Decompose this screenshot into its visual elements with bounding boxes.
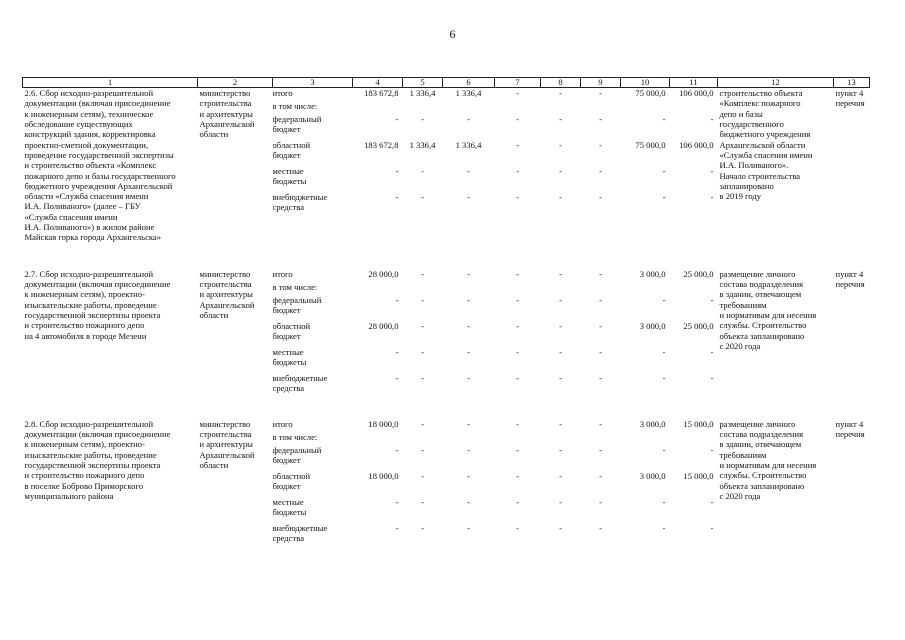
executor: министерство строительства и архитектуры Архангельской области bbox=[199, 88, 255, 140]
amount-value bbox=[670, 101, 718, 114]
expected-result: строительство объекта «Комплекс пожарного депо и базы государственного бюджетного учреждения Архангельской области «Служба спасения имени И.А. Поливаного». Начало строительства запланировано в 2019 году bbox=[719, 88, 813, 202]
column-number-row bbox=[23, 78, 870, 88]
amount-value: 3 000,0 bbox=[639, 418, 666, 429]
amount-value: - bbox=[467, 346, 470, 357]
amount-value: 25 000,0 bbox=[683, 320, 714, 331]
amount-value: 3 000,0 bbox=[639, 320, 666, 331]
column-header: 12 bbox=[718, 78, 834, 88]
amount-value bbox=[541, 101, 581, 114]
amount-value: - bbox=[421, 294, 424, 305]
amount-value: - bbox=[467, 268, 470, 279]
amount-value bbox=[541, 432, 581, 445]
amount-value: - bbox=[710, 496, 714, 507]
amount-column bbox=[443, 88, 495, 243]
amount-value: - bbox=[662, 192, 666, 202]
column-header: 11 bbox=[670, 78, 718, 88]
program-table bbox=[22, 77, 870, 549]
funding-source-label: областной бюджет bbox=[272, 320, 311, 341]
perechen-reference: пункт 4 перечня bbox=[835, 418, 865, 439]
amount-value: - bbox=[559, 192, 562, 202]
amount-value: - bbox=[467, 418, 470, 429]
amount-column bbox=[670, 419, 718, 549]
amount-value: 75 000,0 bbox=[635, 140, 666, 150]
amount-value: - bbox=[421, 166, 424, 176]
column-header: 13 bbox=[834, 78, 870, 88]
amount-value: - bbox=[559, 346, 562, 357]
amount-value bbox=[353, 432, 403, 445]
amount-column bbox=[403, 419, 443, 549]
amount-value: 15 000,0 bbox=[683, 418, 714, 429]
column-header: 2 bbox=[198, 78, 273, 88]
amount-value: - bbox=[395, 444, 399, 455]
amount-value: - bbox=[559, 496, 562, 507]
row-spacer bbox=[23, 399, 870, 419]
amount-value: 75 000,0 bbox=[635, 88, 666, 98]
amount-value: - bbox=[467, 372, 470, 383]
measure-name: 2.7. Сбор исходно-разрешительной документации (включая присоединение к инженерным сетям), проектно- изыскательские работы, проведение государственной экспертизы проекта и строительство пожарного депо на 4 автомобиля в городе Мезени bbox=[24, 268, 171, 341]
measure-name: 2.8. Сбор исходно-разрешительной документации (включая присоединение к инженерным сетям), проектно- изыскательские работы, проведение государственной экспертизы проекта и строительство пожарного депо в поселке Боброво Приморского муниципального района bbox=[24, 418, 171, 501]
amount-value bbox=[353, 101, 403, 114]
amount-column bbox=[581, 88, 621, 243]
amount-value: - bbox=[395, 496, 399, 507]
amount-value: - bbox=[395, 522, 399, 533]
funding-source-label: итого bbox=[272, 88, 293, 98]
amount-column bbox=[621, 88, 670, 243]
funding-source-label: областной бюджет bbox=[272, 140, 311, 161]
amount-value: 1 336,4 bbox=[409, 88, 436, 98]
funding-source-label: в том числе: bbox=[272, 281, 318, 292]
amount-value: - bbox=[467, 192, 470, 202]
amount-value: 1 336,4 bbox=[409, 140, 436, 150]
amount-value: - bbox=[599, 522, 602, 533]
amount-value: - bbox=[421, 522, 424, 533]
amount-column bbox=[443, 269, 495, 399]
amount-value: - bbox=[467, 522, 470, 533]
amount-column bbox=[670, 88, 718, 243]
amount-column bbox=[670, 269, 718, 399]
amount-value: - bbox=[395, 294, 399, 305]
executor: министерство строительства и архитектуры Архангельской области bbox=[199, 268, 255, 320]
funding-source-list bbox=[273, 419, 353, 549]
amount-value: 106 000,0 bbox=[679, 88, 714, 98]
amount-value: - bbox=[559, 268, 562, 279]
page-number: 6 bbox=[449, 27, 456, 41]
amount-value: - bbox=[421, 346, 424, 357]
amount-value: - bbox=[516, 522, 519, 533]
amount-column bbox=[621, 419, 670, 549]
amount-value: - bbox=[599, 372, 602, 383]
amount-value: - bbox=[599, 418, 602, 429]
amount-value: - bbox=[710, 192, 714, 202]
amount-column bbox=[621, 269, 670, 399]
funding-source-list bbox=[273, 269, 353, 399]
funding-source-label: областной бюджет bbox=[272, 470, 311, 491]
amount-value: - bbox=[599, 470, 602, 481]
amount-value bbox=[670, 432, 718, 445]
amount-column bbox=[353, 88, 403, 243]
amount-value: 25 000,0 bbox=[683, 268, 714, 279]
amount-value: 1 336,4 bbox=[455, 140, 482, 150]
amount-value bbox=[621, 282, 670, 295]
amount-value: - bbox=[559, 418, 562, 429]
amount-value: 3 000,0 bbox=[639, 470, 666, 481]
amount-value: - bbox=[516, 496, 519, 507]
amount-value bbox=[541, 282, 581, 295]
amount-value: - bbox=[599, 166, 602, 176]
amount-value bbox=[403, 432, 443, 445]
amount-value: 183 672,8 bbox=[364, 88, 399, 98]
amount-column bbox=[495, 419, 541, 549]
funding-source-label: местные бюджеты bbox=[272, 346, 307, 367]
amount-value: - bbox=[395, 114, 399, 124]
amount-value: - bbox=[395, 192, 399, 202]
funding-source-label: федеральный бюджет bbox=[272, 444, 322, 465]
amount-value: - bbox=[559, 372, 562, 383]
amount-value: - bbox=[710, 294, 714, 305]
amount-value: - bbox=[516, 294, 519, 305]
amount-value: 1 336,4 bbox=[455, 88, 482, 98]
amount-column bbox=[541, 88, 581, 243]
amount-value: 183 672,8 bbox=[364, 140, 399, 150]
amount-value: - bbox=[516, 320, 519, 331]
amount-value: - bbox=[599, 114, 602, 124]
amount-column bbox=[403, 269, 443, 399]
measure-name: 2.6. Сбор исходно-разрешительной документации (включая присоединение к инженерным сетям), техническое обследование существующих конструкций здания, корректировка проектно-сметной документации, проведение государственной экспертизы и строительство объекта «Комплекс пожарного депо и базы государственного бюджетного учреждения Архангельской области «Служба спасения имени И.А. Поливаного» (далее – ГБУ «Служба спасения имени И.А. Поливаного») в жилом районе Майская горка города Архангельска» bbox=[24, 88, 176, 243]
funding-source-label: итого bbox=[272, 418, 293, 429]
amount-value bbox=[443, 432, 495, 445]
amount-value: - bbox=[516, 346, 519, 357]
amount-value: - bbox=[516, 166, 519, 176]
amount-value: - bbox=[559, 320, 562, 331]
amount-column bbox=[541, 269, 581, 399]
amount-value: - bbox=[710, 444, 714, 455]
funding-source-label: внебюджетные средства bbox=[272, 192, 328, 213]
column-header: 4 bbox=[353, 78, 403, 88]
amount-value: - bbox=[421, 418, 424, 429]
amount-value: - bbox=[599, 294, 602, 305]
row-spacer bbox=[23, 243, 870, 269]
amount-value bbox=[670, 282, 718, 295]
amount-value: - bbox=[559, 140, 562, 150]
amount-value: - bbox=[516, 268, 519, 279]
amount-value: - bbox=[516, 444, 519, 455]
amount-value: - bbox=[421, 470, 424, 481]
column-header: 3 bbox=[273, 78, 353, 88]
amount-column bbox=[581, 419, 621, 549]
amount-column bbox=[495, 269, 541, 399]
amount-value: - bbox=[662, 294, 666, 305]
amount-value: - bbox=[710, 346, 714, 357]
amount-value: - bbox=[710, 114, 714, 124]
expected-result: размещение личного состава подразделения в здании, отвечающем требованиям и нормативам для несения службы. Строительство объекта запланировано с 2020 года bbox=[719, 418, 817, 501]
spacer-cell bbox=[23, 243, 870, 269]
amount-value: - bbox=[559, 470, 562, 481]
funding-source-label: местные бюджеты bbox=[272, 166, 307, 187]
table-row bbox=[23, 88, 870, 243]
amount-value: - bbox=[599, 444, 602, 455]
amount-value: - bbox=[662, 372, 666, 383]
column-header: 5 bbox=[403, 78, 443, 88]
expected-result: размещение личного состава подразделения в здании, отвечающем требованиям и нормативам для несения службы. Строительство объекта запланировано с 2020 года bbox=[719, 268, 817, 351]
amount-value: - bbox=[395, 346, 399, 357]
amount-value bbox=[353, 282, 403, 295]
amount-value: - bbox=[467, 470, 470, 481]
funding-source-label: внебюджетные средства bbox=[272, 522, 328, 543]
amount-value: - bbox=[599, 496, 602, 507]
amount-value: - bbox=[599, 268, 602, 279]
perechen-reference: пункт 4 перечня bbox=[835, 268, 865, 289]
amount-value: - bbox=[421, 268, 424, 279]
amount-value: - bbox=[599, 192, 602, 202]
table-row bbox=[23, 269, 870, 399]
amount-value: - bbox=[599, 88, 602, 98]
column-header: 7 bbox=[495, 78, 541, 88]
amount-value bbox=[495, 432, 541, 445]
amount-value: - bbox=[516, 372, 519, 383]
amount-value: 15 000,0 bbox=[683, 470, 714, 481]
amount-column bbox=[353, 419, 403, 549]
amount-value: - bbox=[599, 320, 602, 331]
column-header: 6 bbox=[443, 78, 495, 88]
amount-value: 18 000,0 bbox=[368, 470, 399, 481]
amount-column bbox=[581, 269, 621, 399]
amount-value: - bbox=[516, 470, 519, 481]
amount-value: - bbox=[395, 166, 399, 176]
amount-value: - bbox=[710, 522, 714, 533]
amount-value: - bbox=[421, 496, 424, 507]
amount-value bbox=[581, 282, 621, 295]
amount-value: - bbox=[662, 346, 666, 357]
amount-value: - bbox=[467, 114, 470, 124]
amount-value: - bbox=[516, 114, 519, 124]
amount-value: - bbox=[421, 114, 424, 124]
amount-value: - bbox=[559, 294, 562, 305]
amount-value bbox=[443, 101, 495, 114]
amount-value: - bbox=[516, 418, 519, 429]
amount-value bbox=[495, 101, 541, 114]
amount-value: - bbox=[516, 140, 519, 150]
amount-column bbox=[353, 269, 403, 399]
amount-value: - bbox=[467, 444, 470, 455]
column-header: 1 bbox=[23, 78, 198, 88]
amount-value: - bbox=[395, 372, 399, 383]
table-row bbox=[23, 419, 870, 549]
funding-source-label: итого bbox=[272, 268, 293, 279]
amount-value: - bbox=[516, 88, 519, 98]
amount-value: 3 000,0 bbox=[639, 268, 666, 279]
funding-source-label: в том числе: bbox=[272, 101, 318, 111]
funding-source-label: местные бюджеты bbox=[272, 496, 307, 517]
amount-value: - bbox=[710, 166, 714, 176]
amount-value: - bbox=[421, 444, 424, 455]
amount-value: - bbox=[710, 372, 714, 383]
amount-value: 18 000,0 bbox=[368, 418, 399, 429]
amount-value: - bbox=[516, 192, 519, 202]
amount-value: - bbox=[599, 140, 602, 150]
column-header: 9 bbox=[581, 78, 621, 88]
column-header: 8 bbox=[541, 78, 581, 88]
amount-value: - bbox=[467, 294, 470, 305]
amount-value: - bbox=[559, 88, 562, 98]
amount-value: - bbox=[662, 114, 666, 124]
amount-value: - bbox=[662, 166, 666, 176]
amount-value: - bbox=[467, 320, 470, 331]
amount-value: 28 000,0 bbox=[368, 268, 399, 279]
amount-value: 106 000,0 bbox=[679, 140, 714, 150]
perechen-reference: пункт 4 перечня bbox=[835, 88, 865, 109]
amount-value: 28 000,0 bbox=[368, 320, 399, 331]
amount-value: - bbox=[559, 522, 562, 533]
funding-source-list bbox=[273, 88, 353, 243]
amount-value: - bbox=[662, 444, 666, 455]
funding-source-label: внебюджетные средства bbox=[272, 372, 328, 393]
amount-value: - bbox=[559, 444, 562, 455]
amount-column bbox=[541, 419, 581, 549]
amount-value bbox=[581, 432, 621, 445]
amount-value: - bbox=[662, 522, 666, 533]
amount-value: - bbox=[599, 346, 602, 357]
amount-value: - bbox=[467, 166, 470, 176]
amount-value bbox=[403, 282, 443, 295]
amount-value: - bbox=[559, 114, 562, 124]
amount-value: - bbox=[421, 320, 424, 331]
amount-column bbox=[443, 419, 495, 549]
amount-value: - bbox=[559, 166, 562, 176]
amount-value: - bbox=[662, 496, 666, 507]
amount-value bbox=[443, 282, 495, 295]
amount-value bbox=[621, 101, 670, 114]
spacer-cell bbox=[23, 399, 870, 419]
executor: министерство строительства и архитектуры Архангельской области bbox=[199, 418, 255, 470]
funding-source-label: федеральный бюджет bbox=[272, 114, 322, 135]
funding-source-label: в том числе: bbox=[272, 431, 318, 442]
amount-value bbox=[621, 432, 670, 445]
amount-value: - bbox=[421, 192, 424, 202]
amount-column bbox=[495, 88, 541, 243]
amount-value: - bbox=[421, 372, 424, 383]
amount-value: - bbox=[467, 496, 470, 507]
amount-value bbox=[403, 101, 443, 114]
funding-source-label: федеральный бюджет bbox=[272, 294, 322, 315]
column-header: 10 bbox=[621, 78, 670, 88]
amount-column bbox=[403, 88, 443, 243]
amount-value bbox=[581, 101, 621, 114]
amount-value bbox=[495, 282, 541, 295]
